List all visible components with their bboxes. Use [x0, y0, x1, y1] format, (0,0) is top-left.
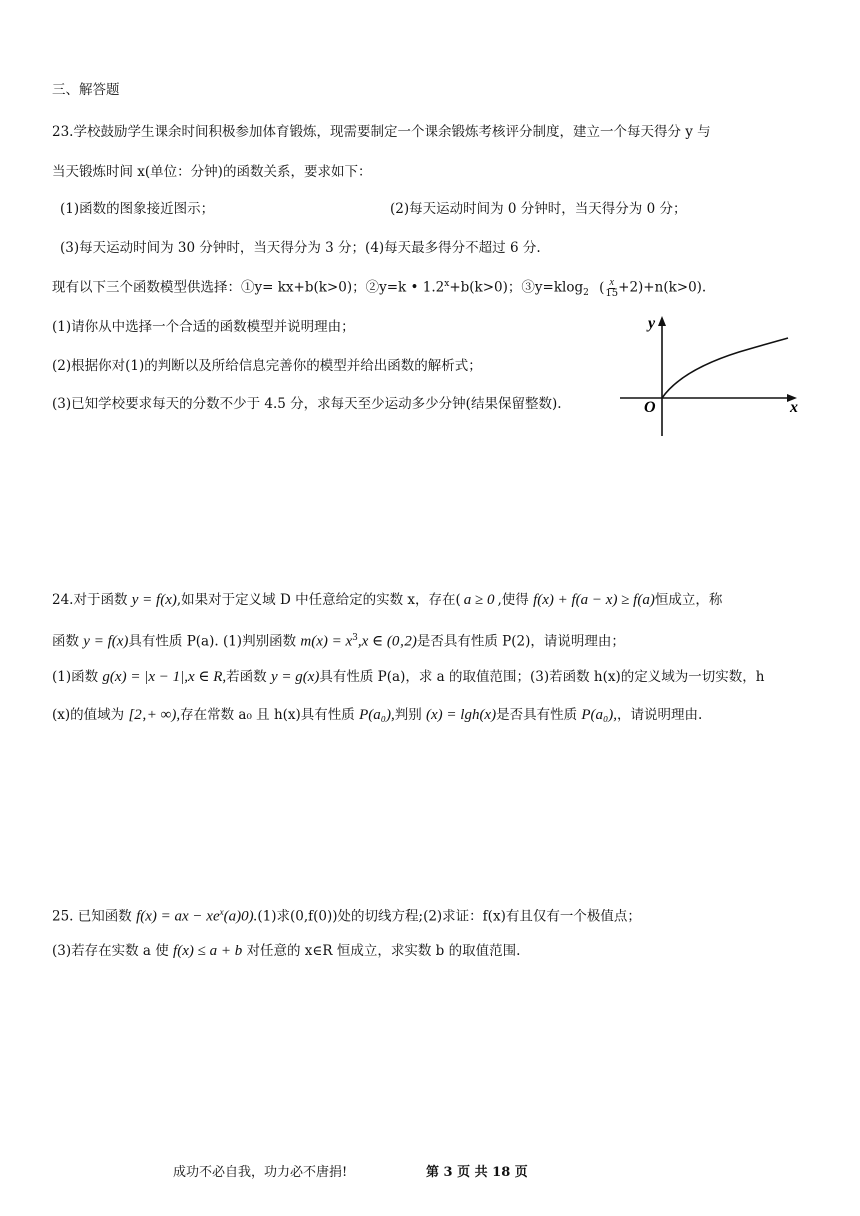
q24-line4	[52, 706, 702, 724]
graph-y-arrow	[658, 316, 666, 326]
q23-models-mid: +b(k>0)；③y=klog	[449, 279, 584, 296]
q25-math-1: f(x) = ax − xe	[136, 908, 220, 925]
q24-math-4: y = f(x)	[83, 633, 129, 650]
q24-text-11: (x)的值域为	[52, 707, 129, 723]
q25-math-2: f(x) ≤ a + b	[173, 943, 243, 959]
q23-function-graph	[614, 308, 814, 440]
q23-models-fraction	[605, 278, 618, 299]
q23-requirements-3-4: (3)每天运动时间为 30 分钟时，当天得分为 3 分；(4)每天最多得分不超过 6 分.	[60, 240, 541, 256]
q24-text-3: ,使得	[497, 592, 534, 608]
q24-line3	[52, 668, 764, 686]
section-title: 三、解答题	[52, 82, 120, 98]
q23-models-suffix: +2)+n(k>0).	[618, 279, 707, 296]
q23-sub1: (1)请你从中选择一个合适的函数模型并说明理由；	[52, 319, 355, 335]
q24-line1	[52, 591, 722, 609]
q23-models-sub: 2	[583, 288, 589, 299]
q24-math-6: g(x) = |x − 1|,x ∈ R,	[102, 669, 227, 685]
q24-math-5: m(x) = x	[300, 633, 353, 650]
q25-math-1-sup: x	[219, 907, 224, 917]
q24-text-10: 具有性质 P(a)，求 a 的取值范围；(3)若函数 h(x)的定义域为一切实数，h	[319, 669, 765, 685]
graph-x-label: x	[790, 399, 798, 416]
graph-curve	[662, 338, 788, 398]
q24-math-10: (x) = lgh(x)	[426, 707, 497, 723]
q24-math-9: P(a₀),	[359, 707, 395, 723]
q24-math-7: y = g(x)	[270, 669, 320, 685]
q24-text-12: 存在常数 a₀ 且 h(x)具有性质	[180, 707, 360, 723]
q24-text-1: 24.对于函数	[52, 592, 132, 608]
q24-math-11: P(a₀),	[581, 707, 618, 723]
q24-math-8: [2‚+ ∞),	[128, 707, 181, 723]
q23-models-prefix: 现有以下三个函数模型供选择：①y= kx+b(k>0)；②y=k • 1.2	[52, 279, 445, 296]
q25-text-4: 对任意的 x∈R 恒成立，求实数 b 的取值范围.	[242, 943, 521, 959]
q24-math-5b: ,x ∈ (0‚2)	[357, 633, 417, 650]
q24-text-5: 函数	[52, 633, 84, 650]
q25-text-1: 25. 已知函数	[52, 908, 137, 925]
q23-sub2: (2)根据你对(1)的判断以及所给信息完善你的模型并给出函数的解析式；	[52, 358, 482, 374]
q24-text-15: ，请说明理由.	[617, 707, 703, 723]
q24-text-9: 若函数	[226, 669, 271, 685]
q24-math-2: a ≥ 0	[463, 592, 495, 608]
q24-text-8: (1)函数	[52, 669, 103, 685]
q24-text-14: 是否具有性质	[496, 707, 582, 723]
q23-requirement-2: (2)每天运动时间为 0 分钟时，当天得分为 0 分；	[390, 201, 687, 217]
q25-text-2: (1)求(0,f(0))处的切线方程;(2)求证：f(x)有且仅有一个极值点；	[257, 908, 641, 925]
q24-text-4: 恒成立，称	[654, 592, 723, 608]
q24-math-5-sup: 3	[352, 633, 358, 643]
q23-fraction-denominator: 15	[605, 287, 619, 299]
q24-text-13: 判别	[394, 707, 426, 723]
q23-models-paren: (	[599, 280, 605, 296]
q23-sub3: (3)已知学校要求每天的分数不少于 4.5 分，求每天至少运动多少分钟(结果保留整数).	[52, 396, 562, 412]
q23-line2: 当天锻炼时间 x(单位：分钟)的函数关系，要求如下：	[52, 164, 372, 180]
q24-line2	[52, 629, 625, 651]
q25-line2	[52, 942, 520, 960]
q25-math-1b: (a)0).	[223, 908, 258, 925]
q23-line1: 23.学校鼓励学生课余时间积极参加体育锻炼，现需要制定一个课余锻炼考核评分制度，建立一个每天得分 y 与	[52, 124, 711, 140]
q23-fraction-numerator: x	[609, 276, 614, 288]
q23-models-exp: x	[444, 279, 450, 289]
q25-text-3: (3)若存在实数 a 使	[52, 943, 174, 959]
graph-origin-label: O	[644, 399, 656, 416]
q24-text-7: 是否具有性质 P(2)，请说明理由；	[416, 633, 625, 650]
q23-requirement-1: (1)函数的图象接近图示；	[60, 201, 215, 217]
q24-math-1: y = f(x)	[131, 592, 177, 608]
q24-text-6: 具有性质 P(a). (1)判别函数	[128, 633, 301, 650]
q25-line1	[52, 903, 641, 926]
graph-y-label: y	[648, 315, 656, 332]
q24-math-3: f(x) + f(a − x) ≥ f(a)	[533, 592, 655, 608]
footer-motto: 成功不必自我，功力必不唐捐!	[173, 1165, 348, 1180]
footer-page-number: 第 3 页 共 18 页	[426, 1165, 528, 1180]
q24-text-2: ,如果对于定义域 D 中任意给定的实数 x，存在(	[176, 592, 461, 608]
q23-models-line	[52, 275, 706, 302]
